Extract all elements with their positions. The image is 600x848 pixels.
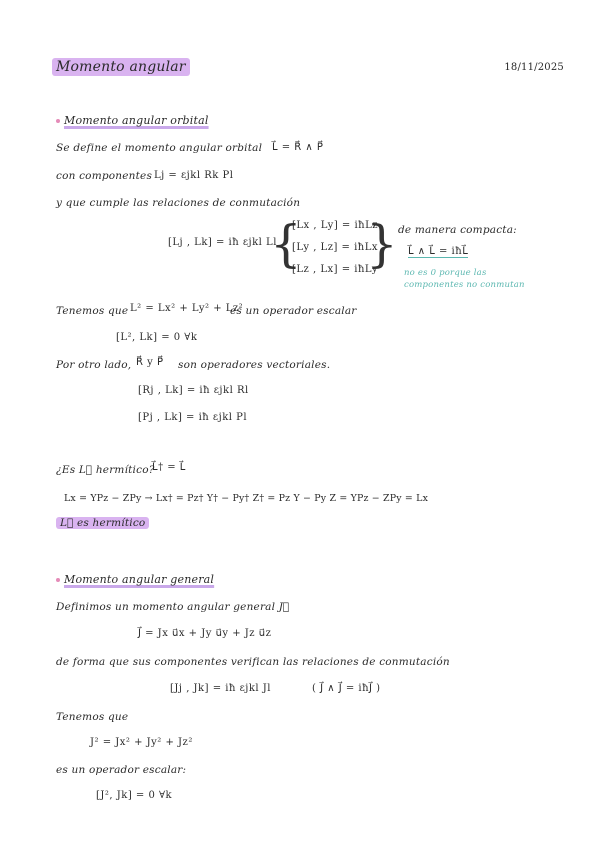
p-commutator: [Pj , Lk] = iħ εjkl Pl [138, 412, 248, 423]
j2-commutator: [J², Jk] = 0 ∀k [96, 790, 173, 801]
vectorial-text: son operadores vectoriales. [178, 359, 331, 371]
section-heading-text: Momento angular orbital [64, 114, 209, 127]
teal-note-line-2: componentes no conmutan [404, 280, 525, 290]
bullet-icon [56, 578, 60, 582]
l2-commutator: [L², Lk] = 0 ∀k [116, 332, 198, 343]
section-heading-text: Momento angular general [64, 573, 215, 586]
definition-equation: L⃗ = R⃗ ∧ P⃗ [272, 142, 324, 153]
forma-text: de forma que sus componentes verifican las relaciones de conmutación [56, 656, 450, 668]
components-equation: Lj = εjkl Rk Pl [154, 170, 234, 181]
left-brace: { [270, 215, 302, 273]
r-commutator: [Rj , Lk] = iħ εjkl Rl [138, 385, 249, 396]
general-definition-text: Definimos un momento angular general J⃗ [56, 601, 290, 613]
tenemos-text-2: Tenemos que [56, 711, 129, 723]
section-heading-orbital [56, 114, 209, 127]
commutator-xy: [Lx , Ly] = iħLz [292, 220, 379, 231]
commutator-zx: [Lz , Lx] = iħLy [292, 264, 379, 275]
tenemos-text: Tenemos que [56, 305, 129, 317]
components-text: con componentes [56, 170, 153, 182]
rp-equation: R⃗ y P⃗ [136, 357, 164, 368]
otro-lado-text: Por otro lado, [56, 359, 132, 371]
section-heading-general [56, 573, 214, 586]
bullet-icon [56, 119, 60, 123]
j-commutator: [Jj , Jk] = iħ εjkl Jl [170, 683, 271, 694]
page-title: Momento angular [52, 58, 190, 76]
j-vector-equation: J⃗ = Jx u⃗x + Jy u⃗y + Jz u⃗z [138, 628, 272, 639]
teal-note-line-1: no es 0 porque las [404, 268, 487, 278]
main-commutator: [Lj , Lk] = iħ εjkl Ll [168, 237, 277, 248]
right-brace: } [366, 215, 398, 273]
commutator-yz: [Ly , Lz] = iħLx [292, 242, 379, 253]
j2-equation: J² = Jx² + Jy² + Jz² [90, 737, 193, 748]
scalar-text: es un operador escalar [230, 305, 357, 317]
compact-equation: L⃗ ∧ L⃗ = iħL⃗ [408, 246, 469, 257]
l2-equation: L² = Lx² + Ly² + Lz² [130, 303, 244, 314]
date-label: 18/11/2025 [504, 62, 564, 73]
hermitian-equation: L⃗† = L⃗ [152, 462, 186, 473]
hermitian-derivation: Lx = YPz − ZPy → Lx† = Pz† Y† − Py† Z† = Pz Y − Py Z = YPz − ZPy = Lx [64, 493, 429, 504]
j-cross-equation: ( J⃗ ∧ J⃗ = iħJ⃗ ) [312, 683, 381, 694]
definition-text: Se define el momento angular orbital [56, 142, 263, 154]
scalar-text-2: es un operador escalar: [56, 764, 187, 776]
hermitian-question: ¿Es L⃗ hermítico? [56, 464, 155, 476]
compact-text: de manera compacta: [398, 224, 517, 236]
relations-text: y que cumple las relaciones de conmutación [56, 197, 301, 209]
hermitian-conclusion: L⃗ es hermítico [56, 517, 149, 529]
